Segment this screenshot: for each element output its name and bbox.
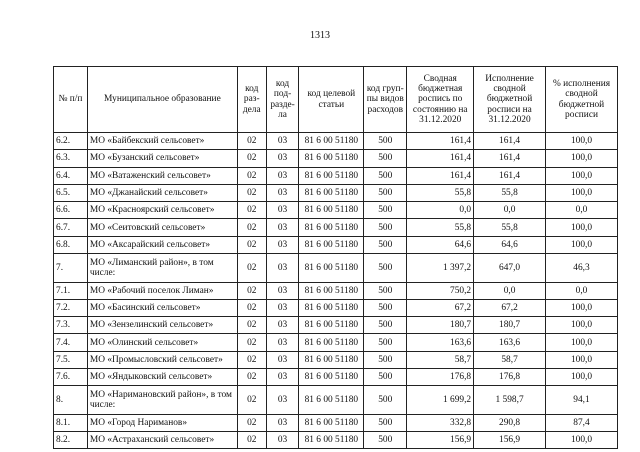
table-row bbox=[54, 254, 618, 283]
municipality-name: МО «Байбекский сельсовет» bbox=[87, 133, 237, 150]
header-subsection-code: код под-разде-ла bbox=[266, 67, 299, 133]
section-code: 02 bbox=[237, 184, 266, 201]
target-code: 81 6 00 51180 bbox=[299, 414, 364, 431]
municipality-name: МО «Красноярский сельсовет» bbox=[87, 202, 237, 219]
section-code: 02 bbox=[237, 386, 266, 415]
expense-group-code: 500 bbox=[364, 317, 407, 334]
section-code: 02 bbox=[237, 351, 266, 368]
table-row bbox=[54, 334, 618, 351]
table-row bbox=[54, 202, 618, 219]
table-row bbox=[54, 369, 618, 386]
expense-group-code: 500 bbox=[364, 202, 407, 219]
expense-group-code: 500 bbox=[364, 386, 407, 415]
row-number: 6.6. bbox=[54, 202, 88, 219]
execution-percent-value: 100,0 bbox=[546, 334, 618, 351]
section-code: 02 bbox=[237, 299, 266, 316]
municipality-name: МО «Лиманский район», в том числе: bbox=[87, 254, 237, 283]
expense-group-code: 500 bbox=[364, 282, 407, 299]
budget-plan-value: 0,0 bbox=[407, 202, 474, 219]
municipality-name: МО «Джанайский сельсовет» bbox=[87, 184, 237, 201]
row-number: 7. bbox=[54, 254, 88, 283]
subsection-code: 03 bbox=[266, 167, 299, 184]
execution-percent-value: 100,0 bbox=[546, 369, 618, 386]
expense-group-code: 500 bbox=[364, 254, 407, 283]
municipality-name: МО «Аксарайский сельсовет» bbox=[87, 236, 237, 253]
table-row bbox=[54, 317, 618, 334]
target-code: 81 6 00 51180 bbox=[299, 202, 364, 219]
subsection-code: 03 bbox=[266, 202, 299, 219]
execution-percent-value: 100,0 bbox=[546, 133, 618, 150]
row-number: 6.7. bbox=[54, 219, 88, 236]
subsection-code: 03 bbox=[266, 299, 299, 316]
section-code: 02 bbox=[237, 334, 266, 351]
page-number: 1313 bbox=[310, 30, 330, 41]
municipality-name: МО «Ватаженский сельсовет» bbox=[87, 167, 237, 184]
execution-percent-value: 87,4 bbox=[546, 414, 618, 431]
budget-plan-value: 176,8 bbox=[407, 369, 474, 386]
budget-execution-value: 0,0 bbox=[474, 202, 546, 219]
budget-execution-value: 161,4 bbox=[474, 133, 546, 150]
execution-percent-value: 100,0 bbox=[546, 167, 618, 184]
budget-execution-value: 58,7 bbox=[474, 351, 546, 368]
execution-percent-value: 46,3 bbox=[546, 254, 618, 283]
budget-execution-value: 647,0 bbox=[474, 254, 546, 283]
target-code: 81 6 00 51180 bbox=[299, 282, 364, 299]
expense-group-code: 500 bbox=[364, 334, 407, 351]
row-number: 6.4. bbox=[54, 167, 88, 184]
table-row bbox=[54, 432, 618, 449]
subsection-code: 03 bbox=[266, 236, 299, 253]
header-section-code: код раз-дела bbox=[237, 67, 266, 133]
section-code: 02 bbox=[237, 254, 266, 283]
budget-execution-value: 67,2 bbox=[474, 299, 546, 316]
expense-group-code: 500 bbox=[364, 432, 407, 449]
budget-plan-value: 55,8 bbox=[407, 219, 474, 236]
execution-percent-value: 100,0 bbox=[546, 184, 618, 201]
table-row bbox=[54, 184, 618, 201]
section-code: 02 bbox=[237, 236, 266, 253]
expense-group-code: 500 bbox=[364, 133, 407, 150]
municipality-name: МО «Промысловский сельсовет» bbox=[87, 351, 237, 368]
budget-plan-value: 180,7 bbox=[407, 317, 474, 334]
header-budget-plan: Сводная бюджетная роспись по состоянию на 31.12.2020 bbox=[407, 67, 474, 133]
budget-plan-value: 750,2 bbox=[407, 282, 474, 299]
section-code: 02 bbox=[237, 133, 266, 150]
subsection-code: 03 bbox=[266, 219, 299, 236]
budget-table bbox=[53, 66, 618, 449]
budget-plan-value: 332,8 bbox=[407, 414, 474, 431]
target-code: 81 6 00 51180 bbox=[299, 351, 364, 368]
budget-execution-value: 55,8 bbox=[474, 219, 546, 236]
budget-execution-value: 156,9 bbox=[474, 432, 546, 449]
header-budget-execution: Исполнение сводной бюджетной росписи на 31.12.2020 bbox=[474, 67, 546, 133]
expense-group-code: 500 bbox=[364, 236, 407, 253]
budget-execution-value: 161,4 bbox=[474, 150, 546, 167]
subsection-code: 03 bbox=[266, 414, 299, 431]
table-row bbox=[54, 414, 618, 431]
row-number: 8.2. bbox=[54, 432, 88, 449]
table-row bbox=[54, 236, 618, 253]
subsection-code: 03 bbox=[266, 351, 299, 368]
table-row bbox=[54, 150, 618, 167]
execution-percent-value: 100,0 bbox=[546, 351, 618, 368]
budget-plan-value: 58,7 bbox=[407, 351, 474, 368]
municipality-name: МО «Сеитовский сельсовет» bbox=[87, 219, 237, 236]
row-number: 6.8. bbox=[54, 236, 88, 253]
row-number: 7.6. bbox=[54, 369, 88, 386]
municipality-name: МО «Бузанский сельсовет» bbox=[87, 150, 237, 167]
budget-plan-value: 55,8 bbox=[407, 184, 474, 201]
section-code: 02 bbox=[237, 317, 266, 334]
target-code: 81 6 00 51180 bbox=[299, 184, 364, 201]
row-number: 6.2. bbox=[54, 133, 88, 150]
table-row bbox=[54, 133, 618, 150]
expense-group-code: 500 bbox=[364, 299, 407, 316]
row-number: 7.1. bbox=[54, 282, 88, 299]
execution-percent-value: 100,0 bbox=[546, 299, 618, 316]
budget-plan-value: 161,4 bbox=[407, 167, 474, 184]
subsection-code: 03 bbox=[266, 133, 299, 150]
table-row bbox=[54, 386, 618, 415]
table-header bbox=[54, 67, 618, 133]
header-number: № п/п bbox=[54, 67, 88, 133]
row-number: 7.3. bbox=[54, 317, 88, 334]
budget-plan-value: 156,9 bbox=[407, 432, 474, 449]
execution-percent-value: 100,0 bbox=[546, 317, 618, 334]
subsection-code: 03 bbox=[266, 317, 299, 334]
target-code: 81 6 00 51180 bbox=[299, 317, 364, 334]
budget-execution-value: 163,6 bbox=[474, 334, 546, 351]
execution-percent-value: 0,0 bbox=[546, 202, 618, 219]
expense-group-code: 500 bbox=[364, 414, 407, 431]
subsection-code: 03 bbox=[266, 334, 299, 351]
municipality-name: МО «Зензелинский сельсовет» bbox=[87, 317, 237, 334]
budget-plan-value: 161,4 bbox=[407, 150, 474, 167]
row-number: 7.5. bbox=[54, 351, 88, 368]
target-code: 81 6 00 51180 bbox=[299, 133, 364, 150]
budget-execution-value: 55,8 bbox=[474, 184, 546, 201]
execution-percent-value: 0,0 bbox=[546, 282, 618, 299]
target-code: 81 6 00 51180 bbox=[299, 369, 364, 386]
subsection-code: 03 bbox=[266, 282, 299, 299]
budget-execution-value: 176,8 bbox=[474, 369, 546, 386]
header-expense-group-code: код груп-пы видов расходов bbox=[364, 67, 407, 133]
expense-group-code: 500 bbox=[364, 150, 407, 167]
subsection-code: 03 bbox=[266, 386, 299, 415]
budget-execution-value: 1 598,7 bbox=[474, 386, 546, 415]
execution-percent-value: 100,0 bbox=[546, 236, 618, 253]
subsection-code: 03 bbox=[266, 369, 299, 386]
municipality-name: МО «Астраханский сельсовет» bbox=[87, 432, 237, 449]
subsection-code: 03 bbox=[266, 254, 299, 283]
budget-execution-value: 161,4 bbox=[474, 167, 546, 184]
target-code: 81 6 00 51180 bbox=[299, 167, 364, 184]
municipality-name: МО «Рабочий поселок Лиман» bbox=[87, 282, 237, 299]
target-code: 81 6 00 51180 bbox=[299, 254, 364, 283]
header-municipality: Муниципальное образование bbox=[87, 67, 237, 133]
target-code: 81 6 00 51180 bbox=[299, 236, 364, 253]
section-code: 02 bbox=[237, 414, 266, 431]
expense-group-code: 500 bbox=[364, 351, 407, 368]
section-code: 02 bbox=[237, 282, 266, 299]
section-code: 02 bbox=[237, 219, 266, 236]
municipality-name: МО «Басинский сельсовет» bbox=[87, 299, 237, 316]
section-code: 02 bbox=[237, 150, 266, 167]
budget-plan-value: 161,4 bbox=[407, 133, 474, 150]
municipality-name: МО «Яндыковский сельсовет» bbox=[87, 369, 237, 386]
execution-percent-value: 94,1 bbox=[546, 386, 618, 415]
execution-percent-value: 100,0 bbox=[546, 150, 618, 167]
budget-execution-value: 180,7 bbox=[474, 317, 546, 334]
target-code: 81 6 00 51180 bbox=[299, 386, 364, 415]
target-code: 81 6 00 51180 bbox=[299, 299, 364, 316]
subsection-code: 03 bbox=[266, 184, 299, 201]
row-number: 6.3. bbox=[54, 150, 88, 167]
header-row bbox=[54, 67, 618, 133]
target-code: 81 6 00 51180 bbox=[299, 432, 364, 449]
budget-plan-value: 1 397,2 bbox=[407, 254, 474, 283]
table-row bbox=[54, 219, 618, 236]
expense-group-code: 500 bbox=[364, 369, 407, 386]
row-number: 8. bbox=[54, 386, 88, 415]
header-execution-percent: % исполнения сводной бюджетной росписи bbox=[546, 67, 618, 133]
row-number: 7.2. bbox=[54, 299, 88, 316]
section-code: 02 bbox=[237, 432, 266, 449]
target-code: 81 6 00 51180 bbox=[299, 150, 364, 167]
execution-percent-value: 100,0 bbox=[546, 219, 618, 236]
target-code: 81 6 00 51180 bbox=[299, 219, 364, 236]
budget-execution-value: 0,0 bbox=[474, 282, 546, 299]
section-code: 02 bbox=[237, 202, 266, 219]
section-code: 02 bbox=[237, 167, 266, 184]
header-target-code: код целевой статьи bbox=[299, 67, 364, 133]
table-row bbox=[54, 167, 618, 184]
budget-plan-value: 67,2 bbox=[407, 299, 474, 316]
budget-plan-value: 163,6 bbox=[407, 334, 474, 351]
execution-percent-value: 100,0 bbox=[546, 432, 618, 449]
row-number: 8.1. bbox=[54, 414, 88, 431]
table-row bbox=[54, 299, 618, 316]
expense-group-code: 500 bbox=[364, 184, 407, 201]
budget-execution-value: 64,6 bbox=[474, 236, 546, 253]
budget-plan-value: 64,6 bbox=[407, 236, 474, 253]
target-code: 81 6 00 51180 bbox=[299, 334, 364, 351]
budget-plan-value: 1 699,2 bbox=[407, 386, 474, 415]
budget-execution-value: 290,8 bbox=[474, 414, 546, 431]
expense-group-code: 500 bbox=[364, 219, 407, 236]
row-number: 6.5. bbox=[54, 184, 88, 201]
expense-group-code: 500 bbox=[364, 167, 407, 184]
row-number: 7.4. bbox=[54, 334, 88, 351]
section-code: 02 bbox=[237, 369, 266, 386]
municipality-name: МО «Наримановский район», в том числе: bbox=[87, 386, 237, 415]
table-row bbox=[54, 282, 618, 299]
table-body bbox=[54, 133, 618, 449]
municipality-name: МО «Город Нариманов» bbox=[87, 414, 237, 431]
table-row bbox=[54, 351, 618, 368]
subsection-code: 03 bbox=[266, 150, 299, 167]
subsection-code: 03 bbox=[266, 432, 299, 449]
municipality-name: МО «Олинский сельсовет» bbox=[87, 334, 237, 351]
